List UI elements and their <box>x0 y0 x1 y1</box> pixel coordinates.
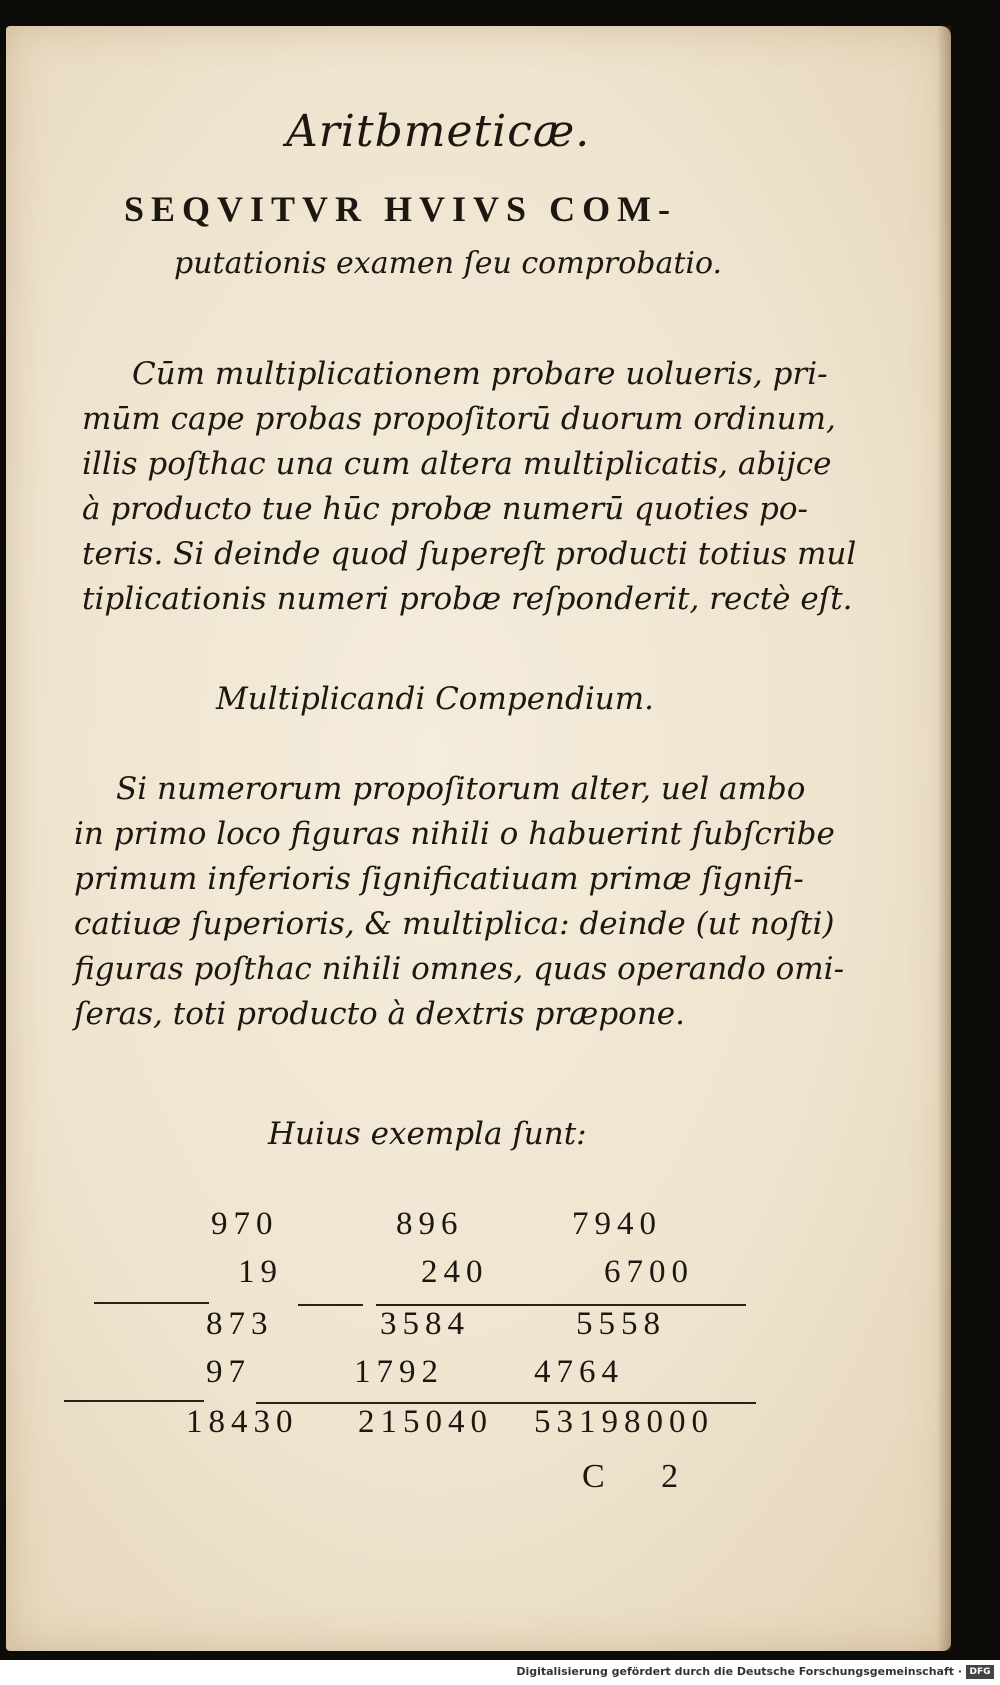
paragraph2-line: figuras poſthac nihili omnes, quas operando omi- <box>74 951 845 987</box>
example3-product: 53198000 <box>534 1404 714 1440</box>
digitization-footer <box>0 1660 1000 1685</box>
paragraph1-line: illis poſthac una cum altera multiplicatis, abijce <box>82 446 832 482</box>
example2-product: 215040 <box>358 1404 493 1440</box>
rule-line <box>64 1400 204 1402</box>
section-heading-caps: SEQVITVR HVIVS COM- <box>124 189 678 229</box>
rule-line <box>256 1402 756 1404</box>
example1-partial2: 97 <box>206 1354 251 1390</box>
book-page <box>6 26 951 1651</box>
example2-multiplicand: 896 <box>396 1206 464 1242</box>
examples-label: Huius exempla ſunt: <box>268 1116 587 1152</box>
rule-line <box>298 1304 363 1306</box>
page-edge-shadow <box>937 26 951 1651</box>
paragraph1-line: mūm cape probas propoſitorū duorum ordinum, <box>82 401 836 437</box>
paragraph2-line: in primo loco figuras nihili o habuerint ſubſcribe <box>74 816 835 852</box>
example3-partial2: 4764 <box>534 1354 624 1390</box>
example3-multiplier: 6700 <box>604 1254 694 1290</box>
example3-partial1: 5558 <box>576 1306 666 1342</box>
paragraph2-line: primum inferioris ſignificatiuam primæ ſignifi- <box>74 861 804 897</box>
example1-multiplier: 19 <box>238 1254 283 1290</box>
example2-partial1: 3584 <box>380 1306 470 1342</box>
paragraph1-line: Cūm multiplicationem probare uolueris, pri- <box>132 356 828 392</box>
paragraph1-line: à producto tue hūc probæ numerū quoties po- <box>82 491 808 527</box>
example2-multiplier: 240 <box>421 1254 489 1290</box>
dfg-logo-icon: DFG <box>966 1665 994 1679</box>
signature-mark: C 2 <box>582 1458 703 1495</box>
running-title: Aritbmeticæ. <box>286 106 591 157</box>
rule-line <box>376 1304 616 1306</box>
rule-line <box>616 1304 746 1306</box>
example1-partial1: 873 <box>206 1306 274 1342</box>
example1-product: 18430 <box>186 1404 299 1440</box>
rule-line <box>94 1302 209 1304</box>
paragraph2-line: Si numerorum propoſitorum alter, uel ambo <box>116 771 806 807</box>
paragraph1-line: tiplicationis numeri probæ reſponderit, rectè eſt. <box>82 581 853 617</box>
section-heading-line2: putationis examen ſeu comprobatio. <box>174 246 723 281</box>
footer-credit: Digitalisierung gefördert durch die Deutsche Forschungsgemeinschaft · <box>516 1665 962 1678</box>
paragraph1-line: teris. Si deinde quod ſupereſt producti totius mul <box>82 536 857 572</box>
paragraph2-line: catiuæ ſuperioris, & multiplica: deinde (ut noſti) <box>74 906 835 942</box>
example3-multiplicand: 7940 <box>572 1206 662 1242</box>
subheading: Multiplicandi Compendium. <box>216 681 654 717</box>
example2-partial2: 1792 <box>354 1354 444 1390</box>
paragraph2-line: ſeras, toti producto à dextris præpone. <box>74 996 685 1032</box>
example1-multiplicand: 970 <box>211 1206 279 1242</box>
